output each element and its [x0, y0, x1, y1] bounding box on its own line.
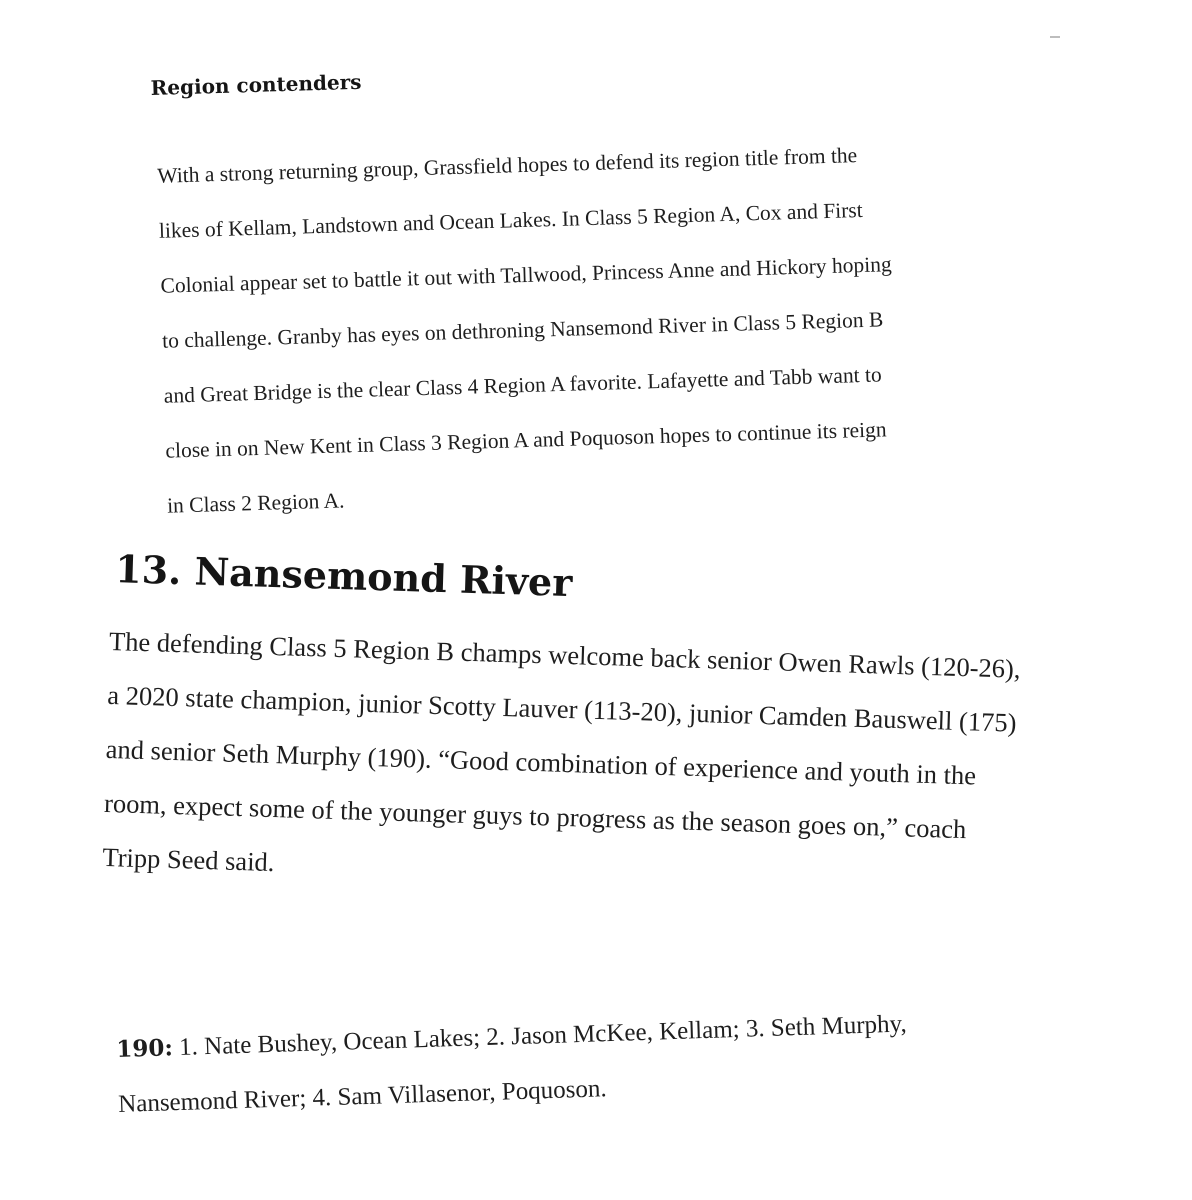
results-line: Nansemond River; 4. Sam Villasenor, Poquoson.: [117, 1075, 608, 1118]
region-paragraph-line: Colonial appear set to battle it out with Tallwood, Princess Anne and Hickory hoping: [160, 252, 892, 298]
team-paragraph-line: room, expect some of the younger guys to progress as the season goes on,” coach: [103, 787, 967, 845]
weight-class-label: 190:: [116, 1034, 174, 1063]
region-paragraph-line: in Class 2 Region A.: [166, 488, 345, 518]
team-paragraph-line: The defending Class 5 Region B champs welcome back senior Owen Rawls (120-26),: [108, 625, 1021, 684]
weight-class-results-section: [116, 1006, 1056, 1118]
region-contenders-section: [150, 38, 1010, 518]
region-paragraph-line: With a strong returning group, Grassfield hopes to defend its region title from the: [156, 143, 858, 188]
region-paragraph-line: to challenge. Granby has eyes on dethroning Nansemond River in Class 5 Region B: [161, 307, 884, 353]
team-13-section: [102, 546, 1112, 878]
team-paragraph-line: and senior Seth Murphy (190). “Good combination of experience and youth in the: [105, 733, 977, 791]
region-paragraph-line: close in on New Kent in Class 3 Region A and Poquoson hopes to continue its reign: [165, 417, 887, 463]
team-heading: 13. Nansemond River: [114, 546, 573, 606]
region-contenders-heading: Region contenders: [150, 69, 362, 100]
team-paragraph-line: a 2020 state champion, junior Scotty Lauver (113-20), junior Camden Bauswell (175): [106, 679, 1017, 738]
results-text: 1. Nate Bushey, Ocean Lakes; 2. Jason McKee, Kellam; 3. Seth Murphy,: [172, 1010, 908, 1062]
page-corner-mark: [1050, 36, 1060, 38]
region-paragraph-line: likes of Kellam, Landstown and Ocean Lakes. In Class 5 Region A, Cox and First: [158, 197, 864, 243]
results-line: [116, 1010, 907, 1064]
region-paragraph-line: and Great Bridge is the clear Class 4 Region A favorite. Lafayette and Tabb want to: [163, 362, 883, 408]
team-paragraph-line: Tripp Seed said.: [102, 841, 275, 878]
